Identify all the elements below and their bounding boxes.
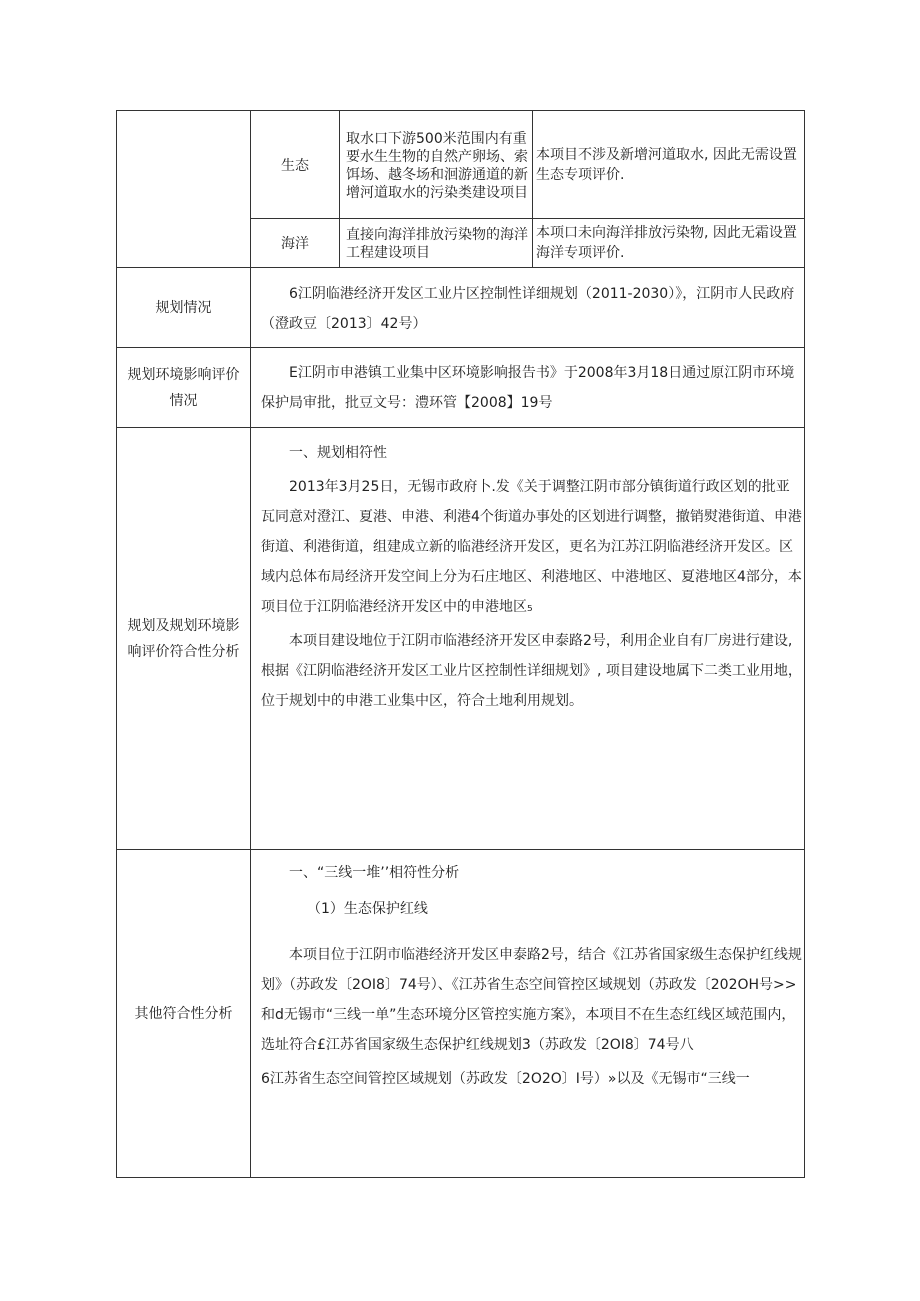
- ecology-note: 本项目不涉及新增河道取水, 因此无需设置生态专项评价.: [533, 111, 805, 219]
- other-paragraph-2: 6江苏省生态空间管控区域规划（苏政发〔2O2O〕I号）»以及《无锡市“三线一: [261, 1071, 750, 1087]
- ocean-note: 本项口未向海洋排放污染物, 因此无霜设置海洋专项评价.: [533, 219, 805, 268]
- row-ecology: [117, 111, 805, 219]
- plan-text: 6江阴临港经济开发区工业片区控制性详细规划（2011-2030）》，江阴市人民政府（澄政豆〔2013〕42号）: [261, 285, 795, 332]
- plan-label: 规划情况: [117, 268, 251, 348]
- row-other: [117, 850, 805, 1178]
- conformity-paragraph-2: 本项目建设地位于江阴市临港经济开发区申泰路2号，利用企业自有厂房进行建设, 根据《江阴临港经济开发区工业片区控制性详细规划》, 项目建设地属下二类工业用地，位于规划中的申港工业集中区，符合土地利用规划。: [261, 633, 802, 709]
- assessment-table: [116, 110, 805, 1178]
- ecology-label: 生态: [251, 111, 340, 219]
- plan-eia-label: 规划环境影响评价情况: [117, 348, 251, 428]
- ecology-condition: 取水口下游500米范围内有重要水生生物的自然产卵场、索饵场、越冬场和洄游通道的新增河道取水的污染类建设项目: [340, 111, 533, 219]
- row-plan-eia: [117, 348, 805, 428]
- row-conformity: [117, 428, 805, 850]
- ocean-label: 海洋: [251, 219, 340, 268]
- conformity-paragraph-1: 2013年3月25日，无锡市政府卜.发《关于调整江阴市部分镇街道行政区划的批亚瓦同意对澄江、夏港、申港、利港4个街道办事处的区划进行调整，撤销熨港街道、申港街道、利港街道，组建成立新的临港经济开发区，更名为江苏江阴临港经济开发区。区域内总体布局经济开发空间上分为石庄地区、利港地区、中港地区、夏港地区4部分，本项目位于江阴临港经济开发区中的申港地区₅: [261, 479, 802, 615]
- ocean-condition: 直接向海洋排放污染物的海洋工程建设项目: [340, 219, 533, 268]
- conformity-heading: 一、规划相符性: [289, 445, 387, 461]
- other-subheading: （1）生态保护红线: [307, 901, 428, 917]
- row-plan: [117, 268, 805, 348]
- conformity-label: 规划及规划环境影响评价符合性分析: [117, 428, 251, 850]
- plan-eia-text: E江阴市申港镇工业集中区环境影响报告书》于2008年3月18日通过原江阴市环境保护局审批，批豆文号：澧环管【2008】19号: [261, 364, 795, 411]
- other-heading: 一、“三线一堆’’相符性分析: [289, 865, 460, 881]
- empty-category-cell: [117, 111, 251, 268]
- other-label: 其他符合性分析: [117, 850, 251, 1178]
- other-paragraph-1: 本项目位于江阴市临港经济开发区申泰路2号，结合《江苏省国家级生态保护红线规划》（苏政发〔2OI8〕74号）、《江苏省生态空间管控区域规划（苏政发〔202OH号>>和d无锡市“三线一单”生态环境分区管控实施方案》，本项目不在生态红线区域范围内，选址符合£江苏省国家级生态保护红线规划3（苏政发〔2OI8〕74号八: [261, 947, 802, 1053]
